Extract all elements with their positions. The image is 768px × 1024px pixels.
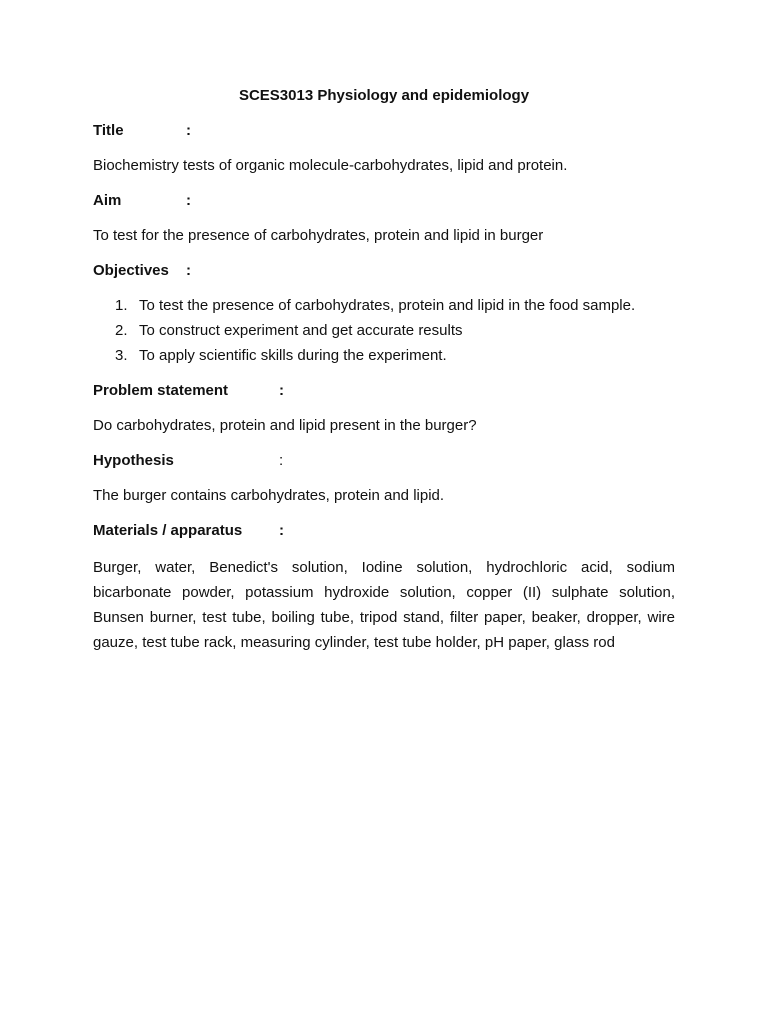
materials-text: Burger, water, Benedict's solution, Iodine solution, hydrochloric acid, sodium bicarbonate powder, potassium hydroxide solution, copper (II) sulphate solution, Bunsen burner, test tube, boiling tube, tripod stand, filter paper, beaker, dropper, wire gauze, test tube rack, measuring cylinder, test tube holder, pH paper, glass rod xyxy=(93,559,675,651)
hypothesis-text: The burger contains carbohydrates, protein and lipid. xyxy=(93,487,445,504)
objective-text: To construct experiment and get accurate results xyxy=(139,322,463,339)
problem-statement-colon: : xyxy=(279,382,284,399)
title-text: Biochemistry tests of organic molecule-carbohydrates, lipid and protein. xyxy=(93,157,568,174)
objective-number: 2. xyxy=(115,322,128,339)
objective-item xyxy=(115,297,635,315)
hypothesis-colon: : xyxy=(279,452,284,469)
materials-colon: : xyxy=(279,522,284,539)
aim-text: To test for the presence of carbohydrates, protein and lipid in burger xyxy=(93,227,544,244)
problem-statement-label: Problem statement xyxy=(93,382,229,399)
course-title: SCES3013 Physiology and epidemiology xyxy=(238,87,530,104)
materials-label: Materials / apparatus xyxy=(93,522,243,539)
title-label: Title xyxy=(93,122,124,139)
problem-statement-text: Do carbohydrates, protein and lipid present in the burger? xyxy=(93,417,477,434)
objective-item xyxy=(115,322,463,340)
objectives-label: Objectives xyxy=(93,262,169,279)
objective-number: 3. xyxy=(115,347,128,364)
objective-number: 1. xyxy=(115,297,128,314)
title-colon: : xyxy=(186,122,191,139)
objectives-colon: : xyxy=(186,262,191,279)
aim-label: Aim xyxy=(93,192,122,209)
objective-text: To apply scientific skills during the experiment. xyxy=(139,347,447,364)
aim-colon: : xyxy=(186,192,191,209)
objective-text: To test the presence of carbohydrates, protein and lipid in the food sample. xyxy=(139,297,636,314)
objective-item xyxy=(115,347,447,365)
hypothesis-label: Hypothesis xyxy=(93,452,174,469)
